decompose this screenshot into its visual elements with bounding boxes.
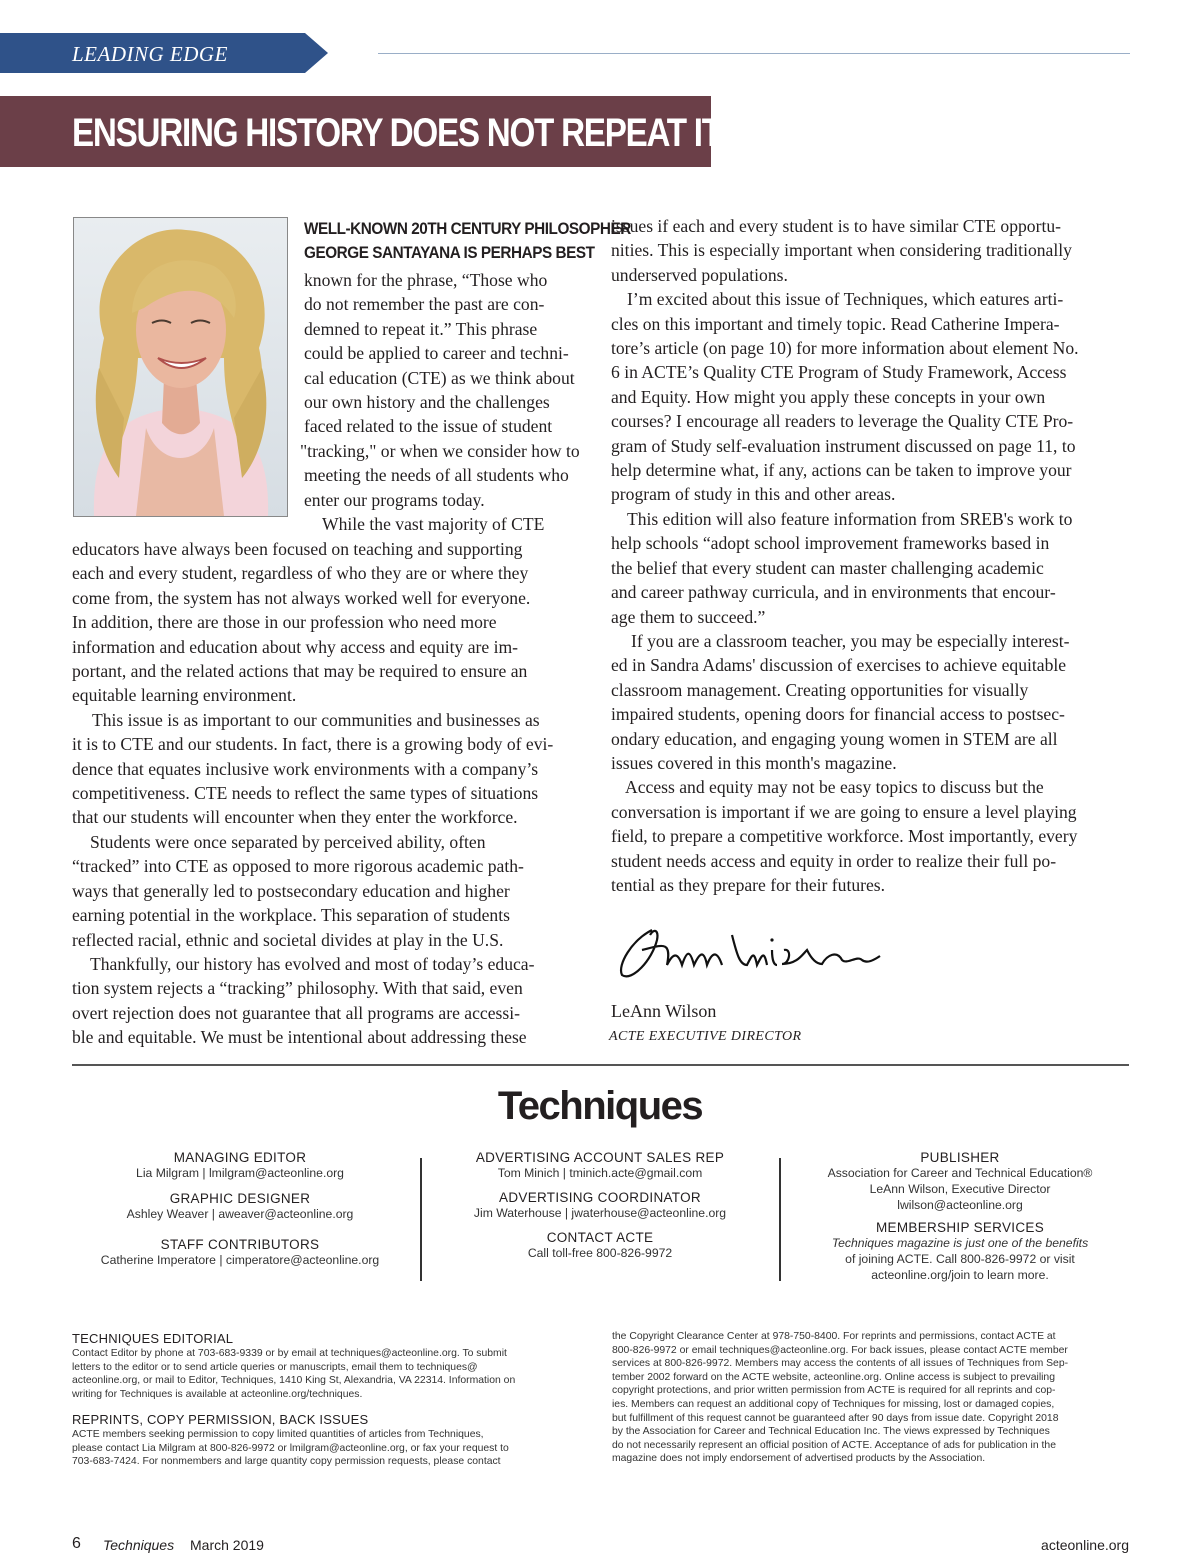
editorial-heading: TECHNIQUES EDITORIAL	[72, 1331, 234, 1346]
credit-heading: GRAPHIC DESIGNER	[169, 1191, 311, 1206]
text-line: it is to CTE and our students. In fact, there is a growing body of evi-	[72, 734, 554, 755]
credit-value: of joining ACTE. Call 800-826-9972 or visit	[845, 1252, 1075, 1266]
text-line: ed in Sandra Adams' discussion of exercises to achieve equitable	[611, 655, 1067, 676]
text-line: Thankfully, our history has evolved and most of today’s educa-	[90, 953, 535, 974]
text-line: ble and equitable. We must be intentional about addressing these	[72, 1027, 527, 1048]
text-line: please contact Lia Milgram at 800-826-9972 or lmilgram@acteonline.org, or fax your request to	[72, 1442, 509, 1454]
text-line: enter our programs today.	[304, 489, 485, 510]
text-line: tential as they prepare for their futures.	[611, 874, 886, 895]
masthead-logo: Techniques	[497, 1084, 703, 1128]
text-line: could be applied to career and techni-	[304, 343, 569, 364]
text-line: each and every student, regardless of who they are or where they	[72, 563, 529, 584]
credit-heading: MEMBERSHIP SERVICES	[876, 1220, 1044, 1235]
text-line: writing for Techniques is available at acteonline.org/techniques.	[72, 1388, 363, 1400]
text-line: the Copyright Clearance Center at 978-750-8400. For reprints and permissions, contact ACTE at	[612, 1331, 1056, 1342]
text-line: ways that generally led to postsecondary education and higher	[72, 880, 510, 901]
text-line: This issue is as important to our communities and businesses as	[92, 709, 540, 730]
credit-heading: STAFF CONTRIBUTORS	[160, 1237, 320, 1252]
masthead-rule	[72, 1064, 1129, 1066]
reprints-text-continued	[612, 1330, 1068, 1466]
text-line: tore’s article (on page 10) for more information about element No.	[611, 338, 1079, 359]
text-line: and Equity. How might you apply these concepts in your own	[611, 386, 1046, 407]
credit-value: Association for Career and Technical Education®	[827, 1166, 1093, 1180]
text-line: impaired students, opening doors for financial access to postsec-	[611, 704, 1065, 725]
credit-value: lwilson@acteonline.org	[897, 1198, 1023, 1212]
text-line: cal education (CTE) as we think about	[304, 367, 575, 388]
text-line: student needs access and equity in order to realize their full po-	[611, 850, 1057, 871]
text-line: by the Association for Career and Technical Education Inc. The views expressed by Techniques	[612, 1426, 1050, 1438]
credit-value: Ashley Weaver | aweaver@acteonline.org	[126, 1207, 354, 1221]
body-column-left	[72, 537, 553, 1050]
text-line: the belief that every student can master challenging academic	[611, 557, 1044, 578]
text-line: conversation is important if we are going to ensure a level playing	[611, 801, 1077, 822]
lead-heading-line: WELL-KNOWN 20TH CENTURY PHILOSOPHER	[304, 219, 631, 238]
section-label: LEADING EDGE	[72, 42, 228, 66]
credit-value: Lia Milgram | lmilgram@acteonline.org	[136, 1166, 344, 1180]
text-line: tion system rejects a “tracking” philosophy. With that said, even	[72, 978, 523, 999]
text-line: known for the phrase, “Those who	[304, 270, 548, 290]
text-line: age them to succeed.”	[611, 606, 766, 627]
footer-website[interactable]: acteonline.org	[1041, 1537, 1129, 1553]
reprints-heading: REPRINTS, COPY PERMISSION, BACK ISSUES	[72, 1412, 369, 1427]
signature	[612, 920, 892, 994]
text-line: "tracking," or when we consider how to	[300, 440, 580, 461]
text-line: Contact Editor by phone at 703-683-9339 or by email at techniques@acteonline.org. To submit	[72, 1348, 507, 1359]
text-line: do not necessarily represent an official position of ACTE. Acceptance of ads for publication in the	[612, 1439, 1056, 1451]
credit-value: Call toll-free 800-826-9972	[527, 1246, 673, 1260]
text-line: equitable learning environment.	[72, 685, 297, 706]
text-line: 703-683-7424. For nonmembers and large quantity copy permission requests, please contact	[72, 1456, 501, 1468]
text-line: reflected racial, ethnic and societal divides at play in the U.S.	[72, 929, 504, 950]
text-line: our own history and the challenges	[304, 392, 550, 413]
author-portrait	[73, 217, 288, 517]
text-line: program of study in this and other areas.	[611, 484, 896, 505]
credit-value: Catherine Imperatore | cimperatore@acteonline.org	[100, 1253, 380, 1267]
signer-title: ACTE EXECUTIVE DIRECTOR	[609, 1029, 802, 1044]
masthead-column-2	[432, 1150, 768, 1261]
text-line: overt rejection does not guarantee that all programs are accessi-	[72, 1002, 520, 1023]
text-line: do not remember the past are con-	[304, 294, 545, 315]
text-line: meeting the needs of all students who	[304, 465, 569, 486]
signer-name: LeAnn Wilson	[611, 1001, 717, 1021]
text-line: come from, the system has not always worked well for everyone.	[72, 587, 531, 608]
text-line: copyright protections, and prior written permission from ACTE is required for all reprints and cop-	[612, 1385, 1056, 1397]
text-line: 800-826-9972 or email techniques@acteonline.org. For back issues, please contact ACTE member	[612, 1344, 1068, 1356]
text-line: 6 in ACTE’s Quality CTE Program of Study Framework, Access	[611, 362, 1067, 383]
text-line: field, to prepare a competitive workforce. Most importantly, every	[611, 826, 1078, 847]
text-line: demned to repeat it.” This phrase	[304, 318, 538, 339]
credit-value: acteonline.org/join to learn more.	[871, 1268, 1049, 1282]
credit-value: Tom Minich | tminich.acte@gmail.com	[497, 1166, 703, 1180]
text-line: portant, and the related actions that may be required to ensure an	[72, 661, 528, 682]
credit-heading: MANAGING EDITOR	[173, 1150, 307, 1165]
text-line: faced related to the issue of student	[304, 416, 553, 437]
text-line: but fulfillment of this request cannot be guaranteed after 90 days from issue date. Copyright 2018	[612, 1412, 1059, 1424]
masthead-column-3	[792, 1150, 1128, 1283]
text-line: dence that equates inclusive work environments with a company’s	[72, 758, 539, 779]
text-line: acteonline.org, or mail to Editor, Techniques, 1410 King St, Alexandria, VA 22314. Information on	[72, 1375, 516, 1387]
text-line: ACTE members seeking permission to copy limited quantities of articles from Techniques,	[72, 1429, 484, 1440]
text-line: issues covered in this month's magazine.	[611, 752, 897, 773]
credit-value: Jim Waterhouse | jwaterhouse@acteonline.org	[473, 1206, 727, 1220]
text-line: nities. This is especially important when considering traditionally	[611, 240, 1072, 261]
top-rule	[378, 53, 1130, 54]
lead-heading	[304, 217, 631, 265]
text-line: If you are a classroom teacher, you may be especially interest-	[631, 630, 1070, 651]
masthead-divider	[779, 1158, 781, 1281]
footer-magazine: Techniques	[103, 1537, 175, 1553]
credit-value: Techniques magazine is just one of the benefits	[831, 1236, 1089, 1250]
credit-heading: PUBLISHER	[920, 1150, 1000, 1165]
text-line: Access and equity may not be easy topics to discuss but the	[625, 777, 1044, 798]
text-line: While the vast majority of CTE	[322, 514, 545, 535]
reprints-text	[72, 1428, 509, 1469]
credit-heading: ADVERTISING ACCOUNT SALES REP	[475, 1150, 725, 1165]
credit-heading: ADVERTISING COORDINATOR	[499, 1190, 701, 1205]
text-line: ies. Members can request an additional copy of Techniques for missing, lost or damaged copies,	[612, 1398, 1055, 1410]
text-line: earning potential in the workplace. This separation of students	[72, 905, 510, 926]
text-line: educators have always been focused on teaching and supporting	[72, 539, 523, 559]
lead-heading-line: GEORGE SANTAYANA IS PERHAPS BEST	[304, 243, 595, 262]
text-line: This edition will also feature information from SREB's work to	[627, 508, 1073, 529]
text-line: In addition, there are those in our profession who need more	[72, 612, 497, 633]
text-line: I’m excited about this issue of Techniques, which eatures arti-	[627, 289, 1064, 310]
text-line: Students were once separated by perceived ability, often	[90, 831, 486, 852]
text-line: classroom management. Creating opportunities for visually	[611, 679, 1029, 700]
text-line: “tracked” into CTE as opposed to more rigorous academic path-	[72, 856, 524, 877]
text-line: information and education about why access and equity are im-	[72, 636, 519, 657]
text-line: services at 800-826-9972. Members may access the contents of all issues of Techniques from Sep-	[612, 1358, 1069, 1370]
text-line: that our students will encounter when they enter the workforce.	[72, 807, 518, 828]
text-line: letters to the editor or to send article queries or manuscripts, email them to techniques@	[72, 1361, 478, 1373]
credit-heading: CONTACT ACTE	[546, 1230, 654, 1245]
text-line: magazine does not imply endorsement of advertised products by the Association.	[612, 1453, 986, 1465]
text-line: cles on this important and timely topic. Read Catherine Impera-	[611, 313, 1060, 334]
intro-paragraph	[300, 268, 580, 536]
text-line: ondary education, and engaging young women in STEM are all	[611, 728, 1058, 749]
footer-date: March 2019	[190, 1537, 264, 1553]
body-column-right	[611, 214, 1079, 897]
text-line: tember 2002 forward on the ACTE website, acteonline.org. Online access is subject to prevailing	[612, 1371, 1055, 1383]
text-line: gram of Study self-evaluation instrument discussed on page 11, to	[611, 435, 1076, 456]
text-line: issues if each and every student is to have similar CTE opportu-	[611, 216, 1061, 236]
text-line: help determine what, if any, actions can be taken to improve your	[611, 460, 1072, 481]
masthead-column-1	[72, 1150, 408, 1268]
editorial-text	[72, 1347, 515, 1401]
page-number: 6	[72, 1535, 81, 1552]
headline: ENSURING HISTORY DOES NOT REPEAT ITSELF	[72, 111, 801, 155]
text-line: and career pathway curricula, and in environments that encour-	[611, 582, 1056, 603]
text-line: competitiveness. CTE needs to reflect the same types of situations	[72, 783, 539, 804]
credit-value: LeAnn Wilson, Executive Director	[869, 1182, 1051, 1196]
text-line: underserved populations.	[611, 264, 788, 285]
masthead-divider	[420, 1158, 422, 1281]
text-line: help schools “adopt school improvement frameworks based in	[611, 533, 1050, 554]
text-line: courses? I encourage all readers to leverage the Quality CTE Pro-	[611, 411, 1074, 432]
